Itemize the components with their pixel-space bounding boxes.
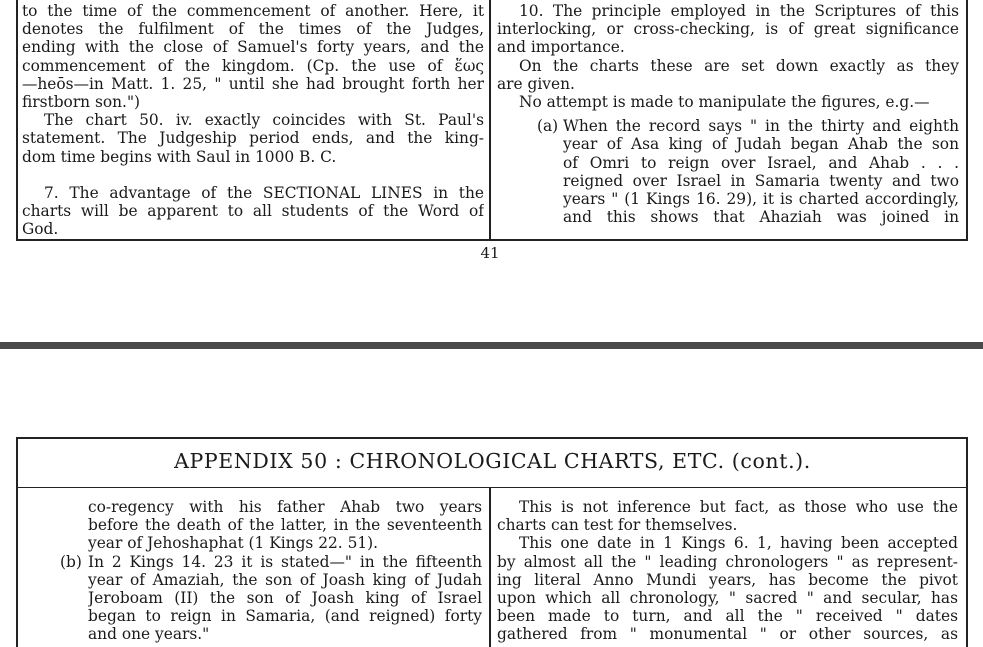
top-border: [16, 437, 968, 439]
para-co-regency: [22, 498, 482, 553]
para-chart-coincides: [22, 111, 484, 166]
text-line: and this shows that Ahaziah was joined in: [563, 208, 959, 227]
text-line: gathered from " monumental " or other sources, as: [497, 625, 958, 644]
text-line: God.: [22, 220, 59, 239]
para-no-attempt: [497, 93, 959, 111]
item-label-b: (b): [60, 552, 82, 571]
top-left-column: [22, 2, 484, 238]
text-line: year of Asa king of Judah began Ahab the son: [563, 135, 959, 154]
text-line: firstborn son."): [22, 93, 141, 112]
para-fulfilment: [22, 2, 484, 111]
item-b: [22, 553, 482, 644]
left-border: [16, 0, 18, 241]
column-divider: [489, 0, 491, 241]
text-line: When the record says " in the thirty and eighth: [563, 117, 959, 136]
bottom-left-column: [22, 498, 482, 644]
text-line: 10. The principle employed in the Scriptures of this: [519, 2, 959, 20]
item-a: [497, 117, 959, 226]
para-sectional-lines: [22, 184, 484, 239]
text-line: and importance.: [497, 38, 625, 57]
text-line: ing literal Anno Mundi years, has become the pivot: [497, 570, 958, 589]
text-line: This one date in 1 Kings 6. 1, having been accepted: [519, 534, 958, 553]
text-line: upon which all chronology, " sacred " and secular, has: [497, 589, 958, 608]
text-line: 7. The advantage of the SECTIONAL LINES in the: [44, 183, 484, 202]
text-line: been made to turn, and all the " received " dates: [497, 607, 958, 626]
top-right-column: [497, 2, 959, 226]
text-line: In 2 Kings 14. 23 it is stated—" in the fifteenth: [88, 552, 482, 571]
bottom-page: [0, 349, 983, 647]
left-border: [16, 437, 18, 647]
right-border: [966, 437, 968, 647]
text-line: The chart 50. iv. exactly coincides with St. Paul's: [44, 111, 484, 130]
text-line: year of Jehoshaphat (1 Kings 22. 51).: [88, 534, 379, 553]
text-line: charts will be apparent to all students of the Word of: [22, 202, 484, 221]
text-line: co-regency with his father Ahab two years: [88, 498, 482, 516]
text-line: before the death of the latter, in the seventeenth: [88, 516, 482, 535]
para-principle: [497, 2, 959, 57]
text-line: Jeroboam (II) the son of Joash king of Israel: [88, 589, 482, 608]
text-line: of Omri to reign over Israel, and Ahab . . .: [563, 153, 959, 172]
text-line: years " (1 Kings 16. 29), it is charted accordingly,: [563, 190, 959, 209]
text-line: charts can test for themselves.: [497, 516, 738, 535]
text-line: —heōs—in Matt. 1. 25, " until she had brought forth her: [22, 74, 484, 93]
page-number: 41: [480, 244, 500, 262]
text-line: denotes the fulfilment of the times of the Judges,: [22, 20, 484, 39]
text-line: and one years.": [88, 625, 210, 644]
text-line: reigned over Israel in Samaria twenty and two: [563, 171, 959, 190]
text-line: statement. The Judgeship period ends, and the king-: [22, 129, 484, 148]
text-line: ending with the close of Samuel's forty years, and the: [22, 38, 484, 57]
bottom-right-column: [497, 498, 958, 644]
text-line: On the charts these are set down exactly as they: [519, 56, 959, 75]
bottom-border: [16, 239, 968, 241]
column-divider: [489, 488, 491, 647]
para-not-inference: [497, 498, 958, 534]
page-title: APPENDIX 50 : CHRONOLOGICAL CHARTS, ETC. (cont.).: [174, 449, 811, 473]
text-line: commencement of the kingdom. (Cp. the use of ἕως: [22, 56, 484, 75]
right-border: [966, 0, 968, 241]
para-charts-as-given: [497, 57, 959, 93]
text-line: year of Amaziah, the son of Joash king of Judah: [88, 570, 482, 589]
text-line: No attempt is made to manipulate the figures, e.g.—: [519, 93, 930, 112]
text-line: dom time begins with Saul in 1000 B. C.: [22, 147, 337, 166]
text-line: to the time of the commencement of another. Here, it: [22, 2, 484, 20]
text-line: began to reign in Samaria, (and reigned) forty: [88, 607, 482, 626]
page-separator: [0, 342, 983, 349]
text-line: by almost all the " leading chronologers " as represent-: [497, 552, 958, 571]
text-line: This is not inference but fact, as those who use the: [519, 498, 958, 516]
title-rule: [16, 487, 968, 488]
text-line: interlocking, or cross-checking, is of great significance: [497, 20, 959, 39]
item-label-a: (a): [537, 117, 559, 136]
para-one-date: [497, 534, 958, 643]
text-line: are given.: [497, 74, 575, 93]
